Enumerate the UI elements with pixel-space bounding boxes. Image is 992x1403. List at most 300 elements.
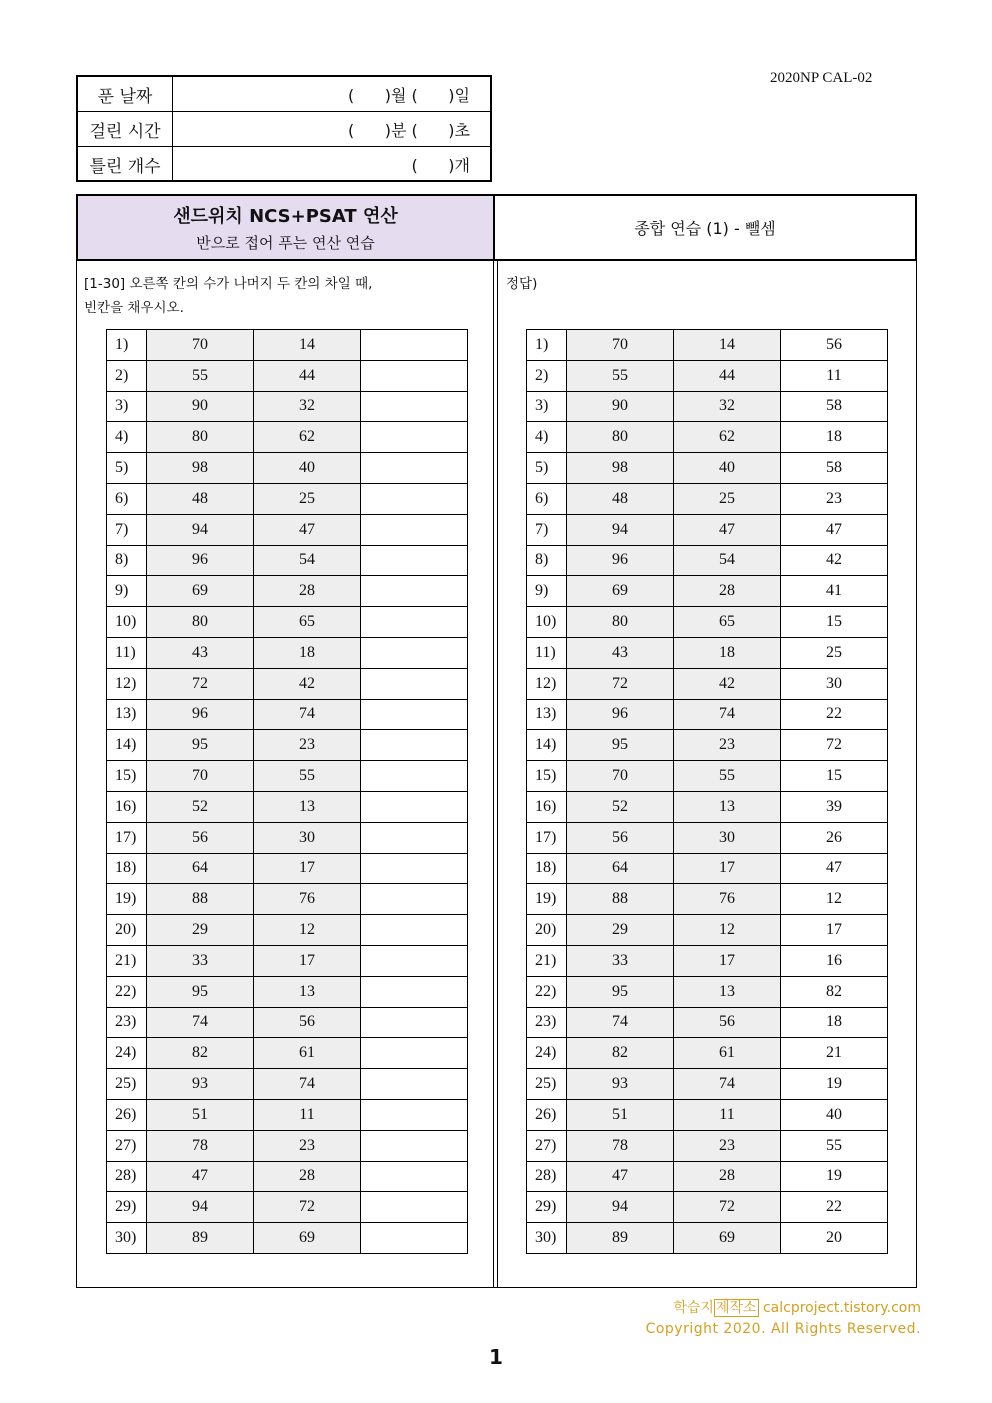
- answers-label: 정답): [506, 276, 538, 292]
- minuend-cell: 95: [567, 976, 674, 1007]
- blank-answer-cell[interactable]: [361, 1161, 468, 1192]
- brand-line: [673, 1297, 921, 1317]
- answer-row: [527, 1007, 888, 1038]
- blank-answer-cell[interactable]: [361, 976, 468, 1007]
- problem-row: [107, 607, 468, 638]
- subtrahend-cell: 28: [254, 1161, 361, 1192]
- problem-row: [107, 945, 468, 976]
- minuend-cell: 48: [567, 483, 674, 514]
- problem-number: 15): [107, 761, 147, 792]
- answer-row: [527, 545, 888, 576]
- problem-number: 4): [527, 422, 567, 453]
- minuend-cell: 55: [567, 360, 674, 391]
- problem-number: 23): [107, 1007, 147, 1038]
- time-field[interactable]: ( )분 ( )초: [348, 120, 470, 140]
- problem-number: 17): [527, 822, 567, 853]
- minuend-cell: 70: [567, 330, 674, 361]
- answer-cell: 82: [781, 976, 888, 1007]
- problem-number: 6): [107, 483, 147, 514]
- blank-answer-cell[interactable]: [361, 668, 468, 699]
- minuend-cell: 98: [567, 453, 674, 484]
- minuend-cell: 94: [567, 514, 674, 545]
- time-label: 걸린 시간: [78, 112, 173, 146]
- minuend-cell: 56: [147, 822, 254, 853]
- subtrahend-cell: 18: [674, 637, 781, 668]
- minuend-cell: 94: [147, 514, 254, 545]
- answer-row: [527, 514, 888, 545]
- subtrahend-cell: 23: [254, 730, 361, 761]
- minuend-cell: 64: [147, 853, 254, 884]
- problem-number: 2): [527, 360, 567, 391]
- minuend-cell: 29: [147, 915, 254, 946]
- subtrahend-cell: 40: [254, 453, 361, 484]
- problem-number: 14): [527, 730, 567, 761]
- problem-number: 23): [527, 1007, 567, 1038]
- problem-number: 30): [107, 1223, 147, 1254]
- answer-cell: 47: [781, 514, 888, 545]
- blank-answer-cell[interactable]: [361, 1223, 468, 1254]
- subtrahend-cell: 47: [674, 514, 781, 545]
- subtrahend-cell: 25: [674, 483, 781, 514]
- subtrahend-cell: 61: [674, 1038, 781, 1069]
- minuend-cell: 88: [147, 884, 254, 915]
- problem-row: [107, 884, 468, 915]
- subtrahend-cell: 76: [674, 884, 781, 915]
- problem-number: 11): [107, 637, 147, 668]
- answer-row: [527, 391, 888, 422]
- problem-number: 24): [107, 1038, 147, 1069]
- minuend-cell: 70: [147, 330, 254, 361]
- problem-row: [107, 761, 468, 792]
- subtrahend-cell: 17: [254, 945, 361, 976]
- problem-row: [107, 1161, 468, 1192]
- minuend-cell: 89: [147, 1223, 254, 1254]
- minuend-cell: 64: [567, 853, 674, 884]
- wrong-count-row: [78, 147, 490, 182]
- subtrahend-cell: 32: [254, 391, 361, 422]
- subtrahend-cell: 14: [254, 330, 361, 361]
- answer-row: [527, 483, 888, 514]
- wrong-count-label: 틀린 개수: [78, 147, 173, 182]
- subtrahend-cell: 55: [674, 761, 781, 792]
- answer-cell: 22: [781, 699, 888, 730]
- subtrahend-cell: 13: [674, 791, 781, 822]
- subtrahend-cell: 18: [254, 637, 361, 668]
- answer-row: [527, 422, 888, 453]
- subtrahend-cell: 65: [254, 607, 361, 638]
- subtrahend-cell: 69: [254, 1223, 361, 1254]
- answer-cell: 15: [781, 761, 888, 792]
- subtrahend-cell: 13: [254, 791, 361, 822]
- minuend-cell: 33: [567, 945, 674, 976]
- subtrahend-cell: 62: [674, 422, 781, 453]
- minuend-cell: 94: [147, 1192, 254, 1223]
- site-link[interactable]: calcproject.tistory.com: [758, 1300, 921, 1316]
- answer-row: [527, 1069, 888, 1100]
- blank-answer-cell[interactable]: [361, 483, 468, 514]
- subtrahend-cell: 47: [254, 514, 361, 545]
- problem-number: 10): [527, 607, 567, 638]
- page-number: 1: [489, 1345, 503, 1369]
- blank-answer-cell[interactable]: [361, 607, 468, 638]
- subtrahend-cell: 14: [674, 330, 781, 361]
- problem-number: 26): [527, 1099, 567, 1130]
- problem-number: 27): [527, 1130, 567, 1161]
- problem-number: 10): [107, 607, 147, 638]
- worksheet-title: 샌드위치 NCS+PSAT 연산: [173, 206, 398, 227]
- problem-number: 19): [107, 884, 147, 915]
- problem-row: [107, 1130, 468, 1161]
- problem-number: 11): [527, 637, 567, 668]
- answer-cell: 26: [781, 822, 888, 853]
- problem-number: 28): [107, 1161, 147, 1192]
- minuend-cell: 94: [567, 1192, 674, 1223]
- subtrahend-cell: 69: [674, 1223, 781, 1254]
- answer-row: [527, 360, 888, 391]
- subtrahend-cell: 74: [674, 1069, 781, 1100]
- minuend-cell: 89: [567, 1223, 674, 1254]
- problem-number: 8): [527, 545, 567, 576]
- problem-number: 8): [107, 545, 147, 576]
- subtrahend-cell: 44: [254, 360, 361, 391]
- worksheet-topic: 종합 연습 (1) - 뺄셈: [495, 194, 917, 261]
- problem-number: 22): [107, 976, 147, 1007]
- minuend-cell: 95: [567, 730, 674, 761]
- subtrahend-cell: 13: [674, 976, 781, 1007]
- problem-number: 5): [107, 453, 147, 484]
- blank-answer-cell[interactable]: [361, 699, 468, 730]
- subtrahend-cell: 11: [674, 1099, 781, 1130]
- subtrahend-cell: 40: [674, 453, 781, 484]
- answer-cell: 56: [781, 330, 888, 361]
- blank-answer-cell[interactable]: [361, 884, 468, 915]
- minuend-cell: 82: [567, 1038, 674, 1069]
- minuend-cell: 96: [147, 545, 254, 576]
- problem-row: [107, 637, 468, 668]
- minuend-cell: 74: [567, 1007, 674, 1038]
- answer-cell: 25: [781, 637, 888, 668]
- worksheet-subtitle: 반으로 접어 푸는 연산 연습: [196, 234, 375, 252]
- answer-row: [527, 791, 888, 822]
- problem-row: [107, 730, 468, 761]
- subtrahend-cell: 56: [674, 1007, 781, 1038]
- answer-cell: 17: [781, 915, 888, 946]
- minuend-cell: 95: [147, 976, 254, 1007]
- problem-number: 29): [527, 1192, 567, 1223]
- problem-number: 14): [107, 730, 147, 761]
- blank-answer-cell[interactable]: [361, 391, 468, 422]
- date-row: [78, 77, 490, 112]
- minuend-cell: 69: [567, 576, 674, 607]
- problem-number: 6): [527, 483, 567, 514]
- subtrahend-cell: 72: [254, 1192, 361, 1223]
- answer-row: [527, 1161, 888, 1192]
- minuend-cell: 33: [147, 945, 254, 976]
- blank-answer-cell[interactable]: [361, 545, 468, 576]
- answer-row: [527, 453, 888, 484]
- subtrahend-cell: 30: [674, 822, 781, 853]
- fold-divider-inner: [497, 261, 498, 1288]
- answer-cell: 19: [781, 1161, 888, 1192]
- problem-number: 29): [107, 1192, 147, 1223]
- record-table: [76, 75, 492, 182]
- subtrahend-cell: 54: [674, 545, 781, 576]
- problem-number: 18): [527, 853, 567, 884]
- minuend-cell: 47: [567, 1161, 674, 1192]
- answer-row: [527, 668, 888, 699]
- problem-row: [107, 360, 468, 391]
- minuend-cell: 90: [147, 391, 254, 422]
- problem-number: 4): [107, 422, 147, 453]
- instruction-line-2: 빈칸을 채우시오.: [84, 300, 184, 316]
- problem-number: 12): [107, 668, 147, 699]
- answer-cell: 47: [781, 853, 888, 884]
- subtrahend-cell: 25: [254, 483, 361, 514]
- problem-row: [107, 976, 468, 1007]
- subtrahend-cell: 61: [254, 1038, 361, 1069]
- minuend-cell: 98: [147, 453, 254, 484]
- problem-number: 20): [527, 915, 567, 946]
- blank-answer-cell[interactable]: [361, 1192, 468, 1223]
- problem-number: 17): [107, 822, 147, 853]
- problem-number: 3): [107, 391, 147, 422]
- subtrahend-cell: 12: [674, 915, 781, 946]
- blank-answer-cell[interactable]: [361, 945, 468, 976]
- minuend-cell: 88: [567, 884, 674, 915]
- answer-cell: 42: [781, 545, 888, 576]
- answer-row: [527, 730, 888, 761]
- minuend-cell: 51: [147, 1099, 254, 1130]
- answer-cell: 58: [781, 391, 888, 422]
- answer-cell: 22: [781, 1192, 888, 1223]
- problem-grid: [106, 329, 468, 1254]
- answer-cell: 16: [781, 945, 888, 976]
- answer-cell: 18: [781, 422, 888, 453]
- problem-number: 7): [527, 514, 567, 545]
- document-code: 2020NP CAL-02: [770, 70, 873, 86]
- minuend-cell: 80: [147, 422, 254, 453]
- time-row: [78, 112, 490, 147]
- problem-row: [107, 1007, 468, 1038]
- blank-answer-cell[interactable]: [361, 1099, 468, 1130]
- problem-number: 12): [527, 668, 567, 699]
- subtrahend-cell: 13: [254, 976, 361, 1007]
- problem-number: 22): [527, 976, 567, 1007]
- subtrahend-cell: 11: [254, 1099, 361, 1130]
- minuend-cell: 43: [567, 637, 674, 668]
- blank-answer-cell[interactable]: [361, 761, 468, 792]
- answer-row: [527, 915, 888, 946]
- problem-number: 21): [107, 945, 147, 976]
- answer-cell: 55: [781, 1130, 888, 1161]
- blank-answer-cell[interactable]: [361, 730, 468, 761]
- blank-answer-cell[interactable]: [361, 422, 468, 453]
- problem-row: [107, 853, 468, 884]
- minuend-cell: 55: [147, 360, 254, 391]
- subtrahend-cell: 28: [674, 1161, 781, 1192]
- problem-row: [107, 576, 468, 607]
- problem-row: [107, 1069, 468, 1100]
- answer-row: [527, 884, 888, 915]
- fold-divider: [493, 261, 494, 1288]
- answer-cell: 41: [781, 576, 888, 607]
- blank-answer-cell[interactable]: [361, 1038, 468, 1069]
- subtrahend-cell: 76: [254, 884, 361, 915]
- problem-number: 30): [527, 1223, 567, 1254]
- problem-number: 27): [107, 1130, 147, 1161]
- problem-row: [107, 330, 468, 361]
- subtrahend-cell: 72: [674, 1192, 781, 1223]
- problem-row: [107, 1192, 468, 1223]
- blank-answer-cell[interactable]: [361, 822, 468, 853]
- blank-answer-cell[interactable]: [361, 637, 468, 668]
- answer-row: [527, 699, 888, 730]
- subtrahend-cell: 74: [254, 1069, 361, 1100]
- subtrahend-cell: 28: [254, 576, 361, 607]
- problem-row: [107, 1099, 468, 1130]
- answer-row: [527, 1130, 888, 1161]
- answer-row: [527, 822, 888, 853]
- blank-answer-cell[interactable]: [361, 360, 468, 391]
- answer-row: [527, 1099, 888, 1130]
- problem-number: 21): [527, 945, 567, 976]
- minuend-cell: 96: [147, 699, 254, 730]
- minuend-cell: 93: [567, 1069, 674, 1100]
- answer-cell: 11: [781, 360, 888, 391]
- problem-number: 13): [107, 699, 147, 730]
- answer-row: [527, 761, 888, 792]
- blank-answer-cell[interactable]: [361, 576, 468, 607]
- subtrahend-cell: 54: [254, 545, 361, 576]
- blank-answer-cell[interactable]: [361, 915, 468, 946]
- problem-number: 24): [527, 1038, 567, 1069]
- answer-row: [527, 945, 888, 976]
- copyright: Copyright 2020. All Rights Reserved.: [645, 1321, 921, 1337]
- problem-row: [107, 1223, 468, 1254]
- problem-number: 18): [107, 853, 147, 884]
- blank-answer-cell[interactable]: [361, 1007, 468, 1038]
- problem-number: 5): [527, 453, 567, 484]
- answer-row: [527, 1223, 888, 1254]
- problem-row: [107, 668, 468, 699]
- subtrahend-cell: 23: [674, 1130, 781, 1161]
- minuend-cell: 80: [567, 607, 674, 638]
- answer-cell: 40: [781, 1099, 888, 1130]
- brand-boxed: 제작소: [715, 1300, 757, 1316]
- problem-number: 9): [107, 576, 147, 607]
- subtrahend-cell: 65: [674, 607, 781, 638]
- minuend-cell: 74: [147, 1007, 254, 1038]
- problem-number: 13): [527, 699, 567, 730]
- brand-prefix: 학습지: [673, 1300, 714, 1316]
- blank-answer-cell[interactable]: [361, 791, 468, 822]
- instruction-line-1: [1-30] 오른쪽 칸의 수가 나머지 두 칸의 차일 때,: [84, 276, 373, 292]
- subtrahend-cell: 17: [674, 945, 781, 976]
- problem-number: 26): [107, 1099, 147, 1130]
- answer-cell: 19: [781, 1069, 888, 1100]
- minuend-cell: 52: [567, 791, 674, 822]
- minuend-cell: 93: [147, 1069, 254, 1100]
- subtrahend-cell: 12: [254, 915, 361, 946]
- answer-row: [527, 1038, 888, 1069]
- minuend-cell: 69: [147, 576, 254, 607]
- problem-row: [107, 699, 468, 730]
- answer-cell: 23: [781, 483, 888, 514]
- minuend-cell: 78: [567, 1130, 674, 1161]
- problem-number: 16): [527, 791, 567, 822]
- answer-row: [527, 330, 888, 361]
- subtrahend-cell: 17: [674, 853, 781, 884]
- problem-number: 7): [107, 514, 147, 545]
- minuend-cell: 72: [567, 668, 674, 699]
- subtrahend-cell: 62: [254, 422, 361, 453]
- blank-answer-cell[interactable]: [361, 853, 468, 884]
- minuend-cell: 82: [147, 1038, 254, 1069]
- minuend-cell: 80: [147, 607, 254, 638]
- minuend-cell: 78: [147, 1130, 254, 1161]
- minuend-cell: 70: [147, 761, 254, 792]
- worksheet-header: [76, 194, 495, 261]
- problem-number: 19): [527, 884, 567, 915]
- problem-row: [107, 1038, 468, 1069]
- blank-answer-cell[interactable]: [361, 514, 468, 545]
- problem-number: 1): [527, 330, 567, 361]
- minuend-cell: 96: [567, 699, 674, 730]
- subtrahend-cell: 17: [254, 853, 361, 884]
- minuend-cell: 51: [567, 1099, 674, 1130]
- blank-answer-cell[interactable]: [361, 330, 468, 361]
- problem-number: 28): [527, 1161, 567, 1192]
- subtrahend-cell: 23: [254, 1130, 361, 1161]
- subtrahend-cell: 42: [254, 668, 361, 699]
- blank-answer-cell[interactable]: [361, 1069, 468, 1100]
- answer-row: [527, 1192, 888, 1223]
- problem-row: [107, 422, 468, 453]
- minuend-cell: 96: [567, 545, 674, 576]
- answer-row: [527, 607, 888, 638]
- problem-number: 2): [107, 360, 147, 391]
- problem-row: [107, 391, 468, 422]
- answer-row: [527, 976, 888, 1007]
- blank-answer-cell[interactable]: [361, 1130, 468, 1161]
- subtrahend-cell: 44: [674, 360, 781, 391]
- minuend-cell: 95: [147, 730, 254, 761]
- wrong-count-field[interactable]: ( )개: [411, 156, 470, 175]
- problem-row: [107, 791, 468, 822]
- minuend-cell: 47: [147, 1161, 254, 1192]
- problem-number: 25): [107, 1069, 147, 1100]
- minuend-cell: 90: [567, 391, 674, 422]
- minuend-cell: 70: [567, 761, 674, 792]
- problem-number: 25): [527, 1069, 567, 1100]
- subtrahend-cell: 55: [254, 761, 361, 792]
- problem-number: 16): [107, 791, 147, 822]
- answer-cell: 72: [781, 730, 888, 761]
- date-field[interactable]: ( )월 ( )일: [348, 85, 470, 105]
- blank-answer-cell[interactable]: [361, 453, 468, 484]
- answer-cell: 18: [781, 1007, 888, 1038]
- minuend-cell: 72: [147, 668, 254, 699]
- minuend-cell: 80: [567, 422, 674, 453]
- subtrahend-cell: 23: [674, 730, 781, 761]
- instructions: [84, 272, 372, 320]
- subtrahend-cell: 42: [674, 668, 781, 699]
- minuend-cell: 48: [147, 483, 254, 514]
- problem-row: [107, 915, 468, 946]
- answer-row: [527, 853, 888, 884]
- minuend-cell: 29: [567, 915, 674, 946]
- minuend-cell: 56: [567, 822, 674, 853]
